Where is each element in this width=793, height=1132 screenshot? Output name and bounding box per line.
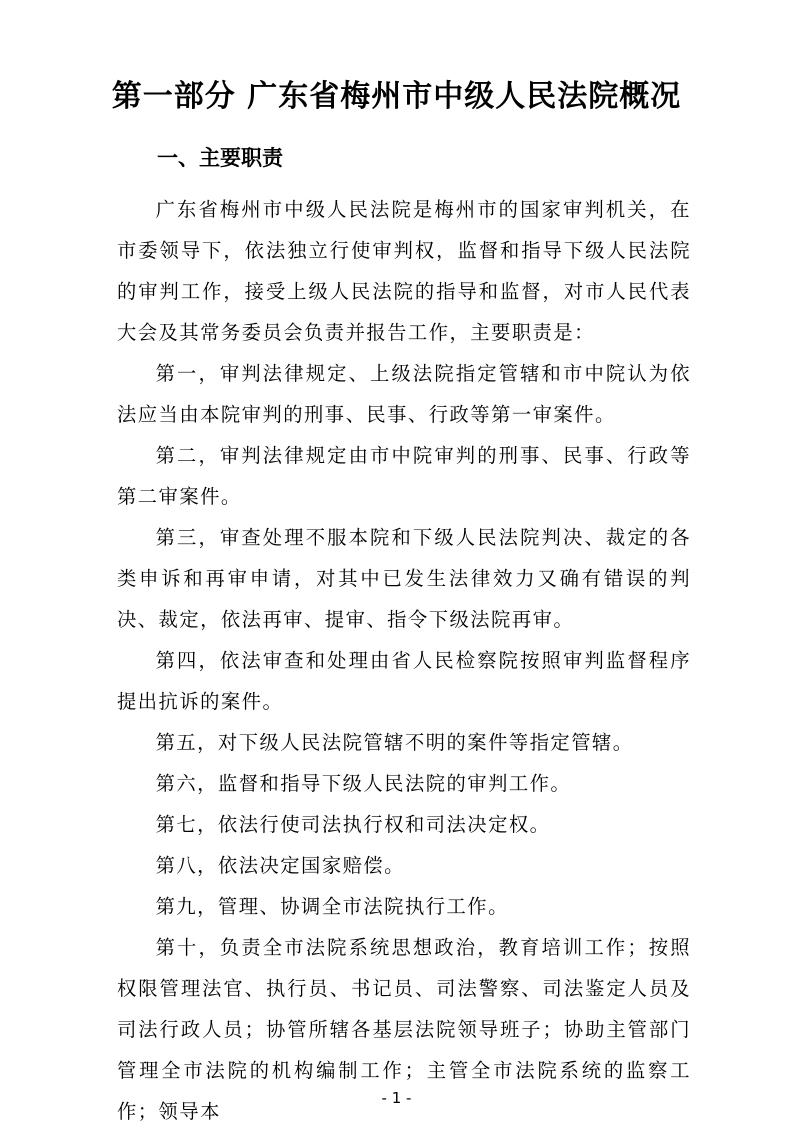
section-heading: 一、主要职责 [157,146,283,170]
paragraph-duty-2: 第二，审判法律规定由市中院审判的刑事、民事、行政等第二审案件。 [117,444,691,508]
paragraph-duty-7: 第七，依法行使司法执行权和司法决定权。 [155,813,551,836]
document-title: 第一部分 广东省梅州市中级人民法院概况 [111,79,682,114]
paragraph-duty-5: 第五，对下级人民法院管辖不明的案件等指定管辖。 [155,731,634,754]
paragraph-intro: 广东省梅州市中级人民法院是梅州市的国家审判机关，在市委领导下，依法独立行使审判权，监督和指导下级人民法院的审判工作，接受上级人民法院的指导和监督，对市人民代表大会及其常务委员会负责并报告工作，主要职责是： [117,198,691,344]
page-number: - 1 - [381,1089,412,1107]
paragraph-duty-6: 第六，监督和指导下级人民法院的审判工作。 [155,772,572,795]
paragraph-duty-10: 第十，负责全市法院系统思想政治，教育培训工作；按照权限管理法官、执行员、书记员、司法警察、司法鉴定人员及司法行政人员；协管所辖各基层法院领导班子；协助主管部门管理全市法院的机构编制工作；主管全市法院系统的监察工作；领导本 [117,936,691,1123]
paragraph-duty-4: 第四，依法审查和处理由省人民检察院按照审判监督程序提出抗诉的案件。 [117,649,691,713]
body-text [117,189,691,1132]
paragraph-duty-1: 第一，审判法律规定、上级法院指定管辖和市中院认为依法应当由本院审判的刑事、民事、行政等第一审案件。 [117,362,691,426]
paragraph-duty-8: 第八，依法决定国家赔偿。 [155,854,405,877]
paragraph-duty-3: 第三，审查处理不服本院和下级人民法院判决、裁定的各类申诉和再审申请，对其中已发生法律效力又确有错误的判决、裁定，依法再审、提审、指令下级法院再审。 [117,526,691,631]
paragraph-duty-9: 第九，管理、协调全市法院执行工作。 [155,895,509,918]
